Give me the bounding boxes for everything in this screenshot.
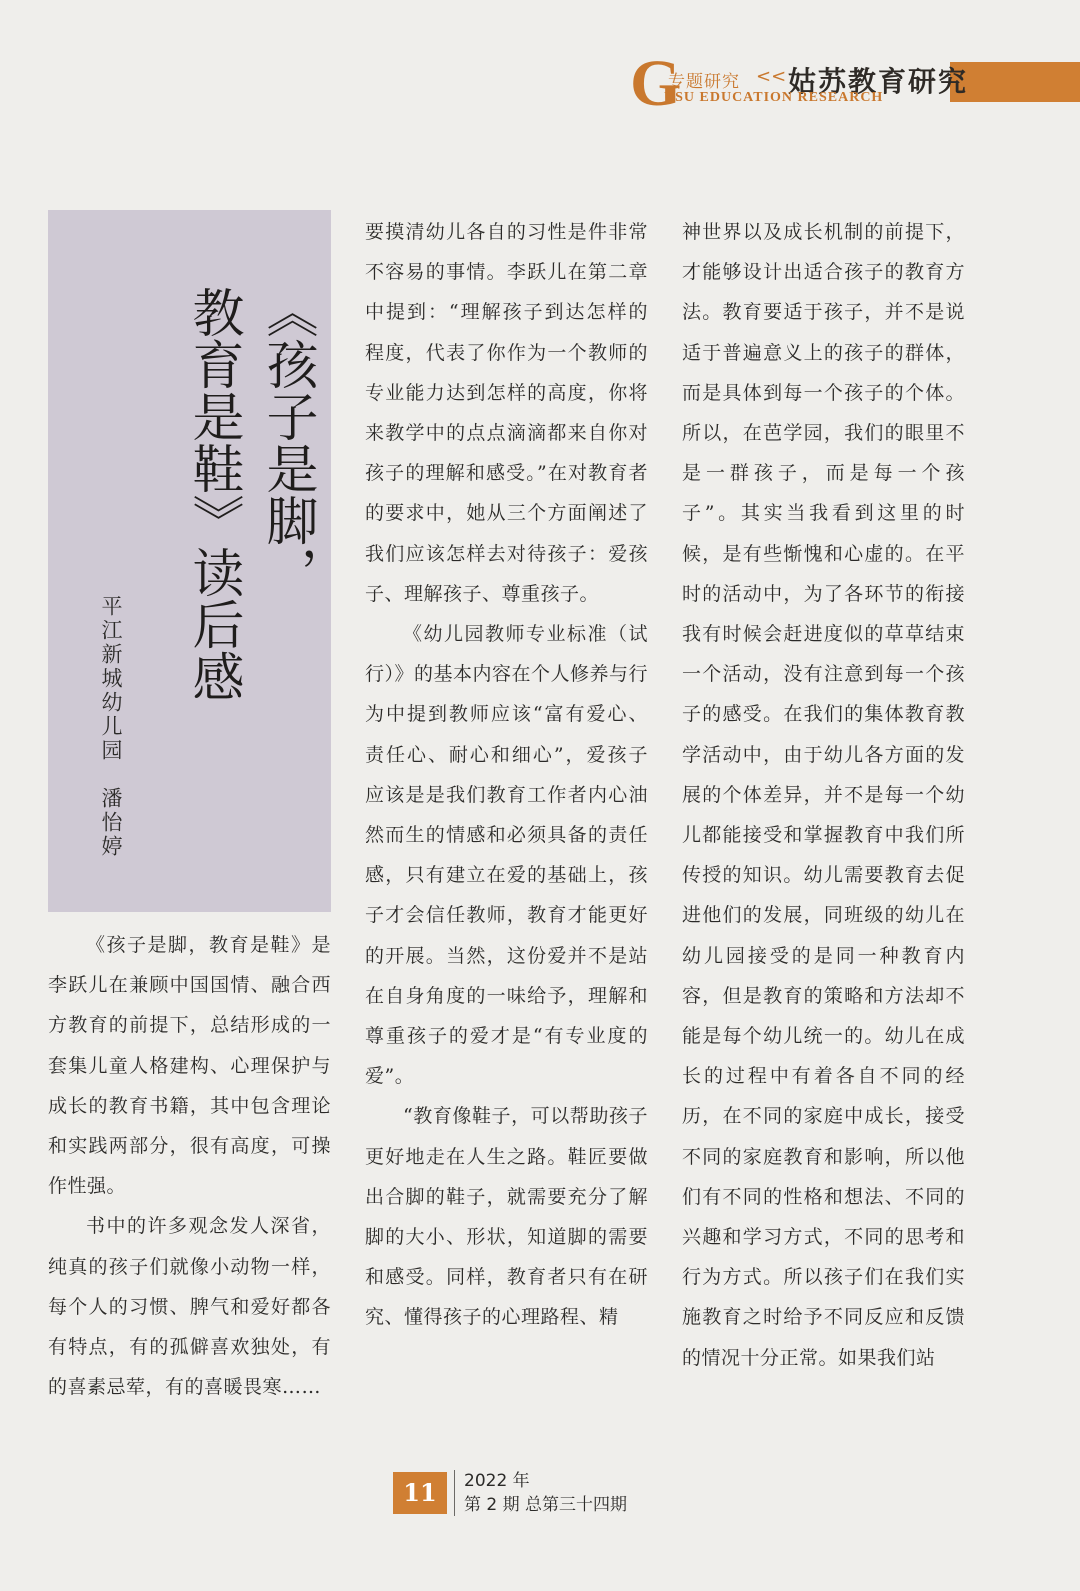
author-byline <box>96 595 126 859</box>
article-title <box>176 286 324 846</box>
author-affiliation: 平江新城幼儿园 <box>99 595 123 763</box>
paragraph: 要摸清幼儿各自的习性是件非常不容易的事情。李跃儿在第二章中提到：“理解孩子到达怎样的程度，代表了你作为一个教师的专业能力达到怎样的高度，你将来教学中的点点滴滴都来自你对孩子的理解和感受。”在对教育者的要求中，她从三个方面阐述了我们应该怎样去对待孩子：爱孩子、理解孩子、尊重孩子。 <box>365 221 648 605</box>
section-label: 专题研究 <box>668 72 740 92</box>
journal-english-name: USU EDUCATION RESEARCH <box>664 90 884 105</box>
header-accent-bar <box>950 62 1080 102</box>
body-column-3 <box>682 212 965 1378</box>
author-name: 潘怡婷 <box>99 787 123 859</box>
paragraph: “教育像鞋子，可以帮助孩子更好地走在人生之路。鞋匠要做出合脚的鞋子，就需要充分了解脚的大小、形状，知道脚的需要和感受。同样，教育者只有在研究、懂得孩子的心理路程、精 <box>365 1105 648 1329</box>
footer-divider <box>454 1470 455 1516</box>
journal-header <box>620 47 1080 120</box>
paragraph: 《孩子是脚，教育是鞋》是李跃儿在兼顾中国国情、融合西方教育的前提下，总结形成的一套集儿童人格建构、心理保护与成长的教育书籍，其中包含理论和实践两部分，很有高度，可操作性强。 <box>48 934 331 1198</box>
page-number: 11 <box>393 1472 447 1514</box>
issue-number: 第 2 期 总第三十四期 <box>464 1495 628 1515</box>
paragraph: 《幼儿园教师专业标准（试行）》的基本内容在个人修养与行为中提到教师应该“富有爱心、责任心、耐心和细心”，爱孩子应该是是我们教育工作者内心油然而生的情感和必须具备的责任感，只有建立在爱的基础上，孩子才会信任教师，教育才能更好的开展。当然，这份爱并不是站在自身角度的一味给予，理解和尊重孩子的爱才是“有专业度的爱”。 <box>365 623 649 1088</box>
paragraph: 神世界以及成长机制的前提下，才能够设计出适合孩子的教育方法。教育要适于孩子，并不是说适于普遍意义上的孩子的群体，而是具体到每一个孩子的个体。所以，在芭学园，我们的眼里不是一群孩子，而是每一个孩子”。其实当我看到这里的时候，是有些惭愧和心虚的。在平时的活动中，为了各环节的衔接我有时候会赶进度似的草草结束一个活动，没有注意到每一个孩子的感受。在我们的集体教育教学活动中，由于幼儿各方面的发展的个体差异，并不是每一个幼儿都能接受和掌握教育中我们所传授的知识。幼儿需要教育去促进他们的发展，同班级的幼儿在幼儿园接受的是同一种教育内容，但是教育的策略和方法却不能是每个幼儿统一的。幼儿在成长的过程中有着各自不同的经历，在不同的家庭中成长，接受不同的家庭教育和影响，所以他们有不同的性格和想法、不同的兴趣和学习方式，不同的思考和行为方式。所以孩子们在我们实施教育之时给予不同反应和反馈的情况十分正常。如果我们站 <box>682 221 965 1369</box>
chevron-left-icon: << <box>756 66 787 87</box>
title-panel <box>48 210 331 912</box>
article-title-line-2: 教育是鞋》读后感 <box>183 286 243 702</box>
journal-name: 姑苏教育研究 <box>788 65 969 98</box>
body-column-1 <box>48 925 331 1407</box>
article-title-line-1: 《孩子是脚， <box>257 286 317 598</box>
paragraph: 书中的许多观念发人深省，纯真的孩子们就像小动物一样，每个人的习惯、脾气和爱好都各有特点，有的孤僻喜欢独处，有的喜素忌荤，有的喜暖畏寒…… <box>48 1215 331 1399</box>
journal-logo-letter: G <box>630 47 682 120</box>
issue-year: 2022 年 <box>464 1471 530 1491</box>
body-column-2 <box>365 212 648 1338</box>
